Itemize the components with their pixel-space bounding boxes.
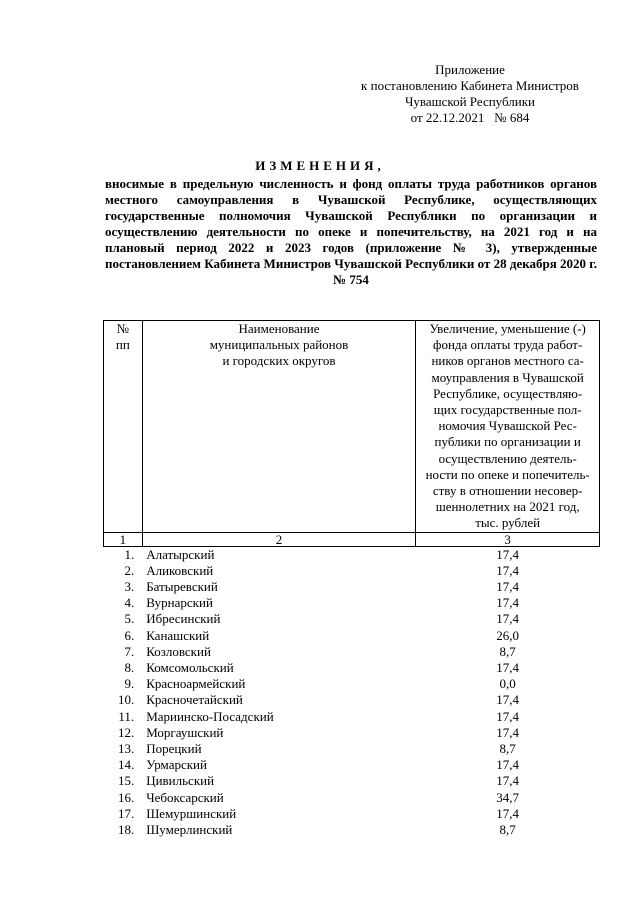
row-number: 8. (124, 660, 135, 676)
header-line: № (116, 321, 130, 336)
table-row (104, 563, 600, 579)
header-col-name (142, 321, 416, 533)
district-name: Чебоксарский (146, 789, 224, 805)
row-value: 17,4 (496, 773, 520, 789)
district-name: Канашский (146, 627, 210, 643)
appendix-line: к постановлению Кабинета Министров (361, 78, 579, 93)
table-row (104, 579, 600, 595)
row-number: 4. (124, 595, 135, 611)
district-name: Алатырский (146, 546, 215, 562)
row-value: 26,0 (496, 627, 520, 643)
header-line: муниципальных районов (209, 337, 349, 353)
district-name: Комсомольский (146, 660, 234, 676)
district-name: Цивильский (146, 773, 215, 789)
header-line: Наименование (238, 321, 320, 336)
row-number: 14. (117, 757, 135, 773)
header-line: пп (115, 337, 130, 353)
header-line: Республике, осуществляю- (433, 385, 583, 401)
row-value: 8,7 (499, 822, 516, 838)
row-value: 8,7 (499, 741, 516, 757)
table-row (104, 709, 600, 725)
appendix-line: Чувашской Республики (404, 94, 536, 109)
row-number: 15. (117, 773, 135, 789)
header-line: ству в отношении несовер- (432, 483, 583, 499)
table-row (104, 611, 600, 627)
row-value: 17,4 (496, 724, 520, 740)
table-row (104, 741, 600, 757)
row-value: 17,4 (496, 660, 520, 676)
row-number: 3. (124, 579, 135, 595)
table-row (104, 628, 600, 644)
table-row (104, 644, 600, 660)
table-header-row (104, 321, 600, 533)
table-row (104, 773, 600, 789)
district-name: Красноармейский (146, 676, 246, 692)
column-number: 3 (416, 532, 600, 546)
district-name: Шемуршинский (146, 805, 237, 821)
row-number: 1. (124, 546, 135, 562)
district-name: Красночетайский (146, 692, 243, 708)
column-number: 2 (142, 532, 416, 546)
district-name: Порецкий (146, 741, 202, 757)
row-value: 8,7 (499, 643, 516, 659)
row-number: 2. (124, 562, 135, 578)
row-value: 17,4 (496, 562, 520, 578)
row-number: 12. (117, 724, 135, 740)
district-name: Козловский (146, 643, 211, 659)
header-line: ников органов местного са- (431, 353, 584, 369)
districts-table (103, 320, 600, 838)
table-row (104, 660, 600, 676)
district-name: Ибресинский (146, 611, 221, 627)
row-number: 9. (124, 676, 135, 692)
table-row (104, 725, 600, 741)
row-number: 13. (117, 741, 135, 757)
table-body (104, 546, 600, 838)
district-name: Батыревский (146, 579, 218, 595)
row-number: 18. (117, 822, 135, 838)
district-name: Аликовский (146, 562, 214, 578)
document-subtitle: вносимые в предельную численность и фонд оплаты труда работников органов местного самоуправления в Чувашской Республике, осуществляющих государственные полномочия Чувашской Республики по организации и осуществлению деятельности по опеке и попечительству, на 2021 год и на плановый период 2022 и 2023 годов (приложение № 3), утвержденные постановлением Кабинета Министров Чувашской Республики от 28 декабря 2020 г. № 754 (105, 176, 597, 287)
column-number-row (104, 532, 600, 546)
header-line: Увеличение, уменьшение (-) (429, 321, 586, 336)
row-number: 6. (124, 627, 135, 643)
row-number: 5. (124, 611, 135, 627)
table-row (104, 757, 600, 773)
row-number: 16. (117, 789, 135, 805)
header-line: и городских округов (222, 353, 336, 369)
header-line: шеннолетних на 2021 год, (435, 499, 580, 515)
header-line: ности по опеке и попечитель- (425, 466, 590, 482)
document-title: ИЗМЕНЕНИЯ, (255, 158, 385, 173)
header-col-value (416, 321, 600, 533)
header-line: публики по организации и (434, 434, 581, 450)
table-row (104, 806, 600, 822)
table-row (104, 676, 600, 692)
table-row (104, 822, 600, 838)
column-number: 1 (104, 532, 143, 546)
row-value: 17,4 (496, 611, 520, 627)
header-line: моуправления в Чувашской (431, 369, 584, 385)
district-name: Шумерлинский (146, 822, 233, 838)
row-value: 34,7 (496, 789, 520, 805)
row-number: 10. (117, 692, 135, 708)
header-line: фонда оплаты труда работ- (433, 337, 583, 353)
row-value: 17,4 (496, 805, 520, 821)
row-number: 17. (117, 805, 135, 821)
header-line: тыс. рублей (475, 515, 541, 531)
row-value: 17,4 (496, 595, 520, 611)
table-row (104, 790, 600, 806)
header-line: осуществлению деятель- (438, 450, 577, 466)
row-value: 0,0 (499, 676, 516, 692)
row-value: 17,4 (496, 546, 520, 562)
table-row (104, 595, 600, 611)
table-row (104, 546, 600, 563)
district-name: Моргаушский (146, 724, 224, 740)
appendix-line: от 22.12.2021 № 684 (410, 110, 530, 125)
row-value: 17,4 (496, 692, 520, 708)
row-value: 17,4 (496, 579, 520, 595)
district-name: Урмарский (146, 757, 207, 773)
header-line: щих государственные пол- (433, 402, 582, 418)
header-line: номочия Чувашской Рес- (438, 418, 577, 434)
district-name: Вурнарский (146, 595, 213, 611)
appendix-header (330, 62, 610, 126)
row-number: 11. (118, 708, 135, 724)
district-name: Мариинско-Посадский (146, 708, 274, 724)
row-number: 7. (124, 643, 135, 659)
row-value: 17,4 (496, 757, 520, 773)
appendix-line: Приложение (435, 62, 505, 77)
table-row (104, 692, 600, 708)
row-value: 17,4 (496, 708, 520, 724)
header-col-number (104, 321, 143, 533)
